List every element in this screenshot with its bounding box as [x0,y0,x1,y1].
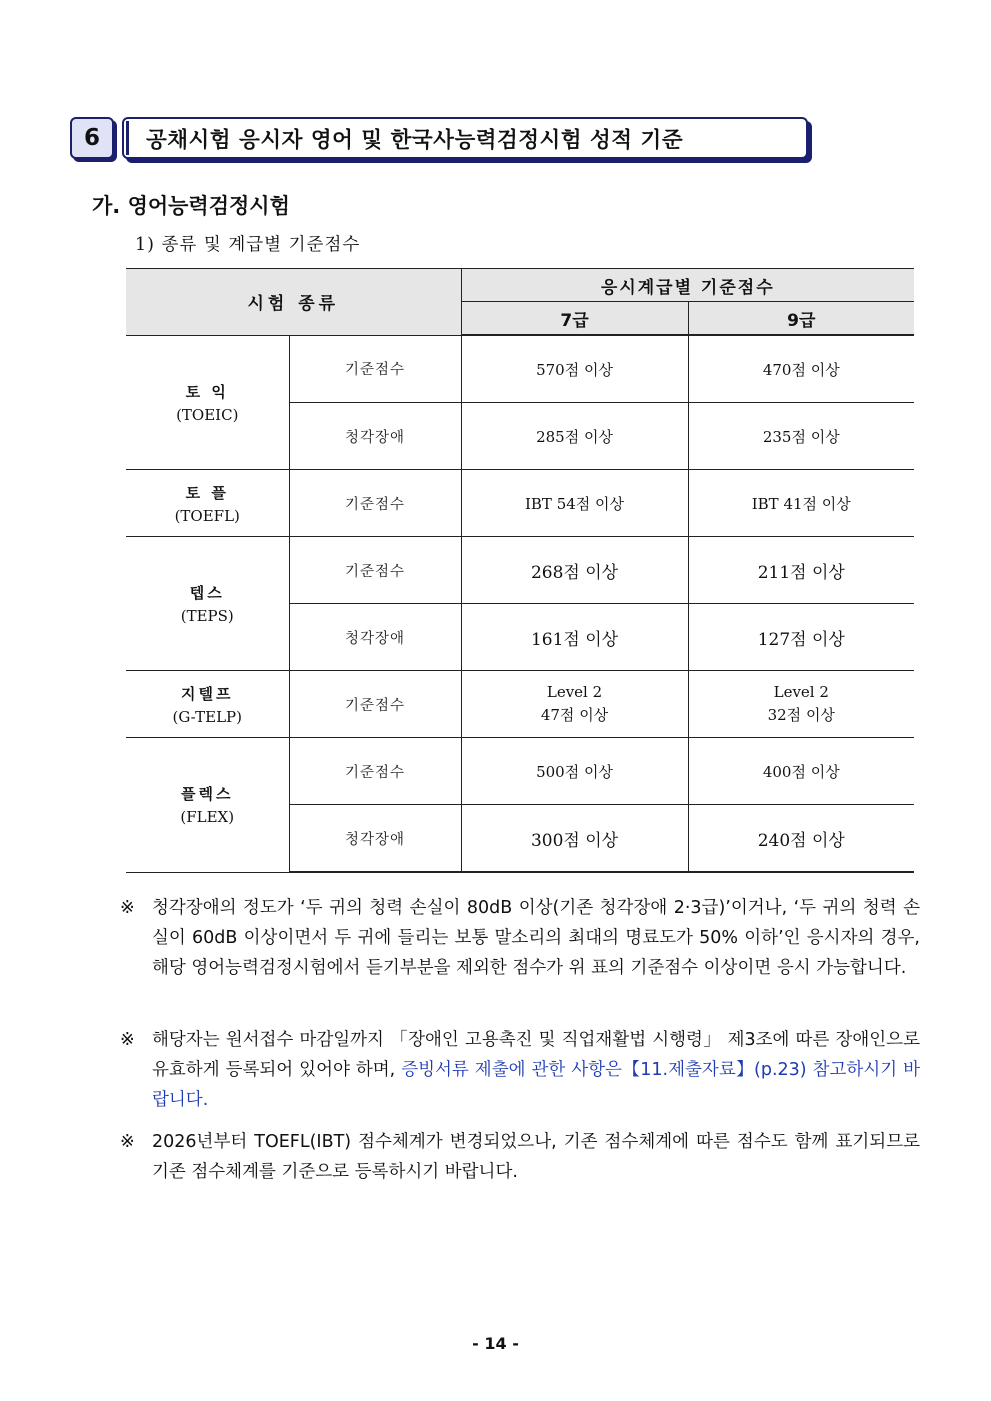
exam-cell-flex [126,738,289,873]
grade9-points: 32점 이상 [767,706,835,724]
score-type: 기준점수 [289,537,461,604]
score-type: 기준점수 [289,335,461,403]
exam-cell-toeic [126,335,289,470]
table-row [126,335,914,403]
grade9-score: 235점 이상 [688,403,914,470]
grade9-score: 211점 이상 [688,537,914,604]
note-hearing-impaired [120,893,920,983]
grade9-level: Level 2 [773,683,829,701]
note-toefl-change [120,1127,920,1187]
exam-eng: (TOEIC) [176,405,239,424]
score-type: 기준점수 [289,470,461,537]
grade7-score: 161점 이상 [461,604,688,671]
table-row [126,738,914,805]
grade9-score: 470점 이상 [688,335,914,403]
score-type: 청각장애 [289,805,461,873]
exam-eng: (FLEX) [180,808,235,827]
exam-cell-toefl [126,470,289,537]
note-reference-link[interactable]: 증빙서류 제출에 관한 사항은【11.제출자료】(p.23) 참고하시기 바랍니다. [152,1060,920,1110]
grade7-score: 268점 이상 [461,537,688,604]
note-text-container [152,1025,920,1115]
note-mark: ※ [120,898,135,918]
note-text: 2026년부터 TOEFL(IBT) 점수체계가 변경되었으나, 기존 점수체계에 따른 점수도 함께 표기되므로 기존 점수체계를 기준으로 등록하시기 바랍니다. [152,1132,920,1182]
grade7-score: 285점 이상 [461,403,688,470]
note-text: 청각장애의 정도가 ‘두 귀의 청력 손실이 80dB 이상(기존 청각장애 2·3급)’이거나, ‘두 귀의 청력 손실이 60dB 이상이면서 두 귀에 들리는 보통 말소리의 최대의 명료도가 50% 이하’인 응시자의 경우, 해당 영어능력검정시험에서 듣기부분을 제외한 점수가 위 표의 기준점수 이상이면 응시 가능합니다. [152,898,920,978]
exam-eng: (TOEFL) [174,506,240,525]
grade7-score: IBT 54점 이상 [461,470,688,537]
score-type: 기준점수 [289,738,461,805]
grade7-score [461,671,688,738]
score-type: 청각장애 [289,403,461,470]
note-mark: ※ [120,1030,135,1050]
note-text: 해당자는 원서접수 마감일까지 「장애인 고용촉진 및 직업재활법 시행령」 제3조에 따른 장애인으로 유효하게 등록되어 있어야 하며, [152,1030,920,1080]
grade9-score: 400점 이상 [688,738,914,805]
grade9-score: IBT 41점 이상 [688,470,914,537]
exam-name: 지텔프 [181,684,234,703]
score-type: 청각장애 [289,604,461,671]
grade9-score [688,671,914,738]
grade7-score: 300점 이상 [461,805,688,873]
exam-cell-teps [126,537,289,671]
subheading: 가. 영어능력검정시험 [92,194,290,218]
table-row [126,470,914,537]
header-grade-9: 9급 [688,302,914,336]
section-title-accent-bar [126,121,129,155]
grade7-score: 570점 이상 [461,335,688,403]
section-number-badge [70,117,114,159]
note-registration [120,1025,920,1115]
table-row [126,537,914,604]
section-title-box [122,117,808,159]
grade7-level: Level 2 [546,683,603,701]
header-grade-7: 7급 [461,302,688,336]
exam-name: 토 익 [185,382,229,401]
header-grade-score: 응시계급별 기준점수 [461,269,914,302]
grade9-score: 127점 이상 [688,604,914,671]
score-table [126,268,914,873]
header-exam-type: 시험 종류 [126,269,461,336]
section-number: 6 [83,125,100,151]
note-mark: ※ [120,1132,135,1152]
grade7-score: 500점 이상 [461,738,688,805]
table-row [126,671,914,738]
exam-name: 토 플 [185,483,229,502]
score-type: 기준점수 [289,671,461,738]
exam-eng: (G-TELP) [172,707,242,726]
section-title: 공채시험 응시자 영어 및 한국사능력검정시험 성적 기준 [146,127,684,153]
grade9-score: 240점 이상 [688,805,914,873]
exam-name: 텝스 [189,584,225,602]
grade7-points: 47점 이상 [540,706,609,724]
subsubheading: 1) 종류 및 계급별 기준점수 [135,235,361,255]
exam-name: 플렉스 [181,785,234,804]
exam-cell-gtelp [126,671,289,738]
exam-eng: (TEPS) [180,607,234,625]
page-number: - 14 - [472,1334,519,1353]
